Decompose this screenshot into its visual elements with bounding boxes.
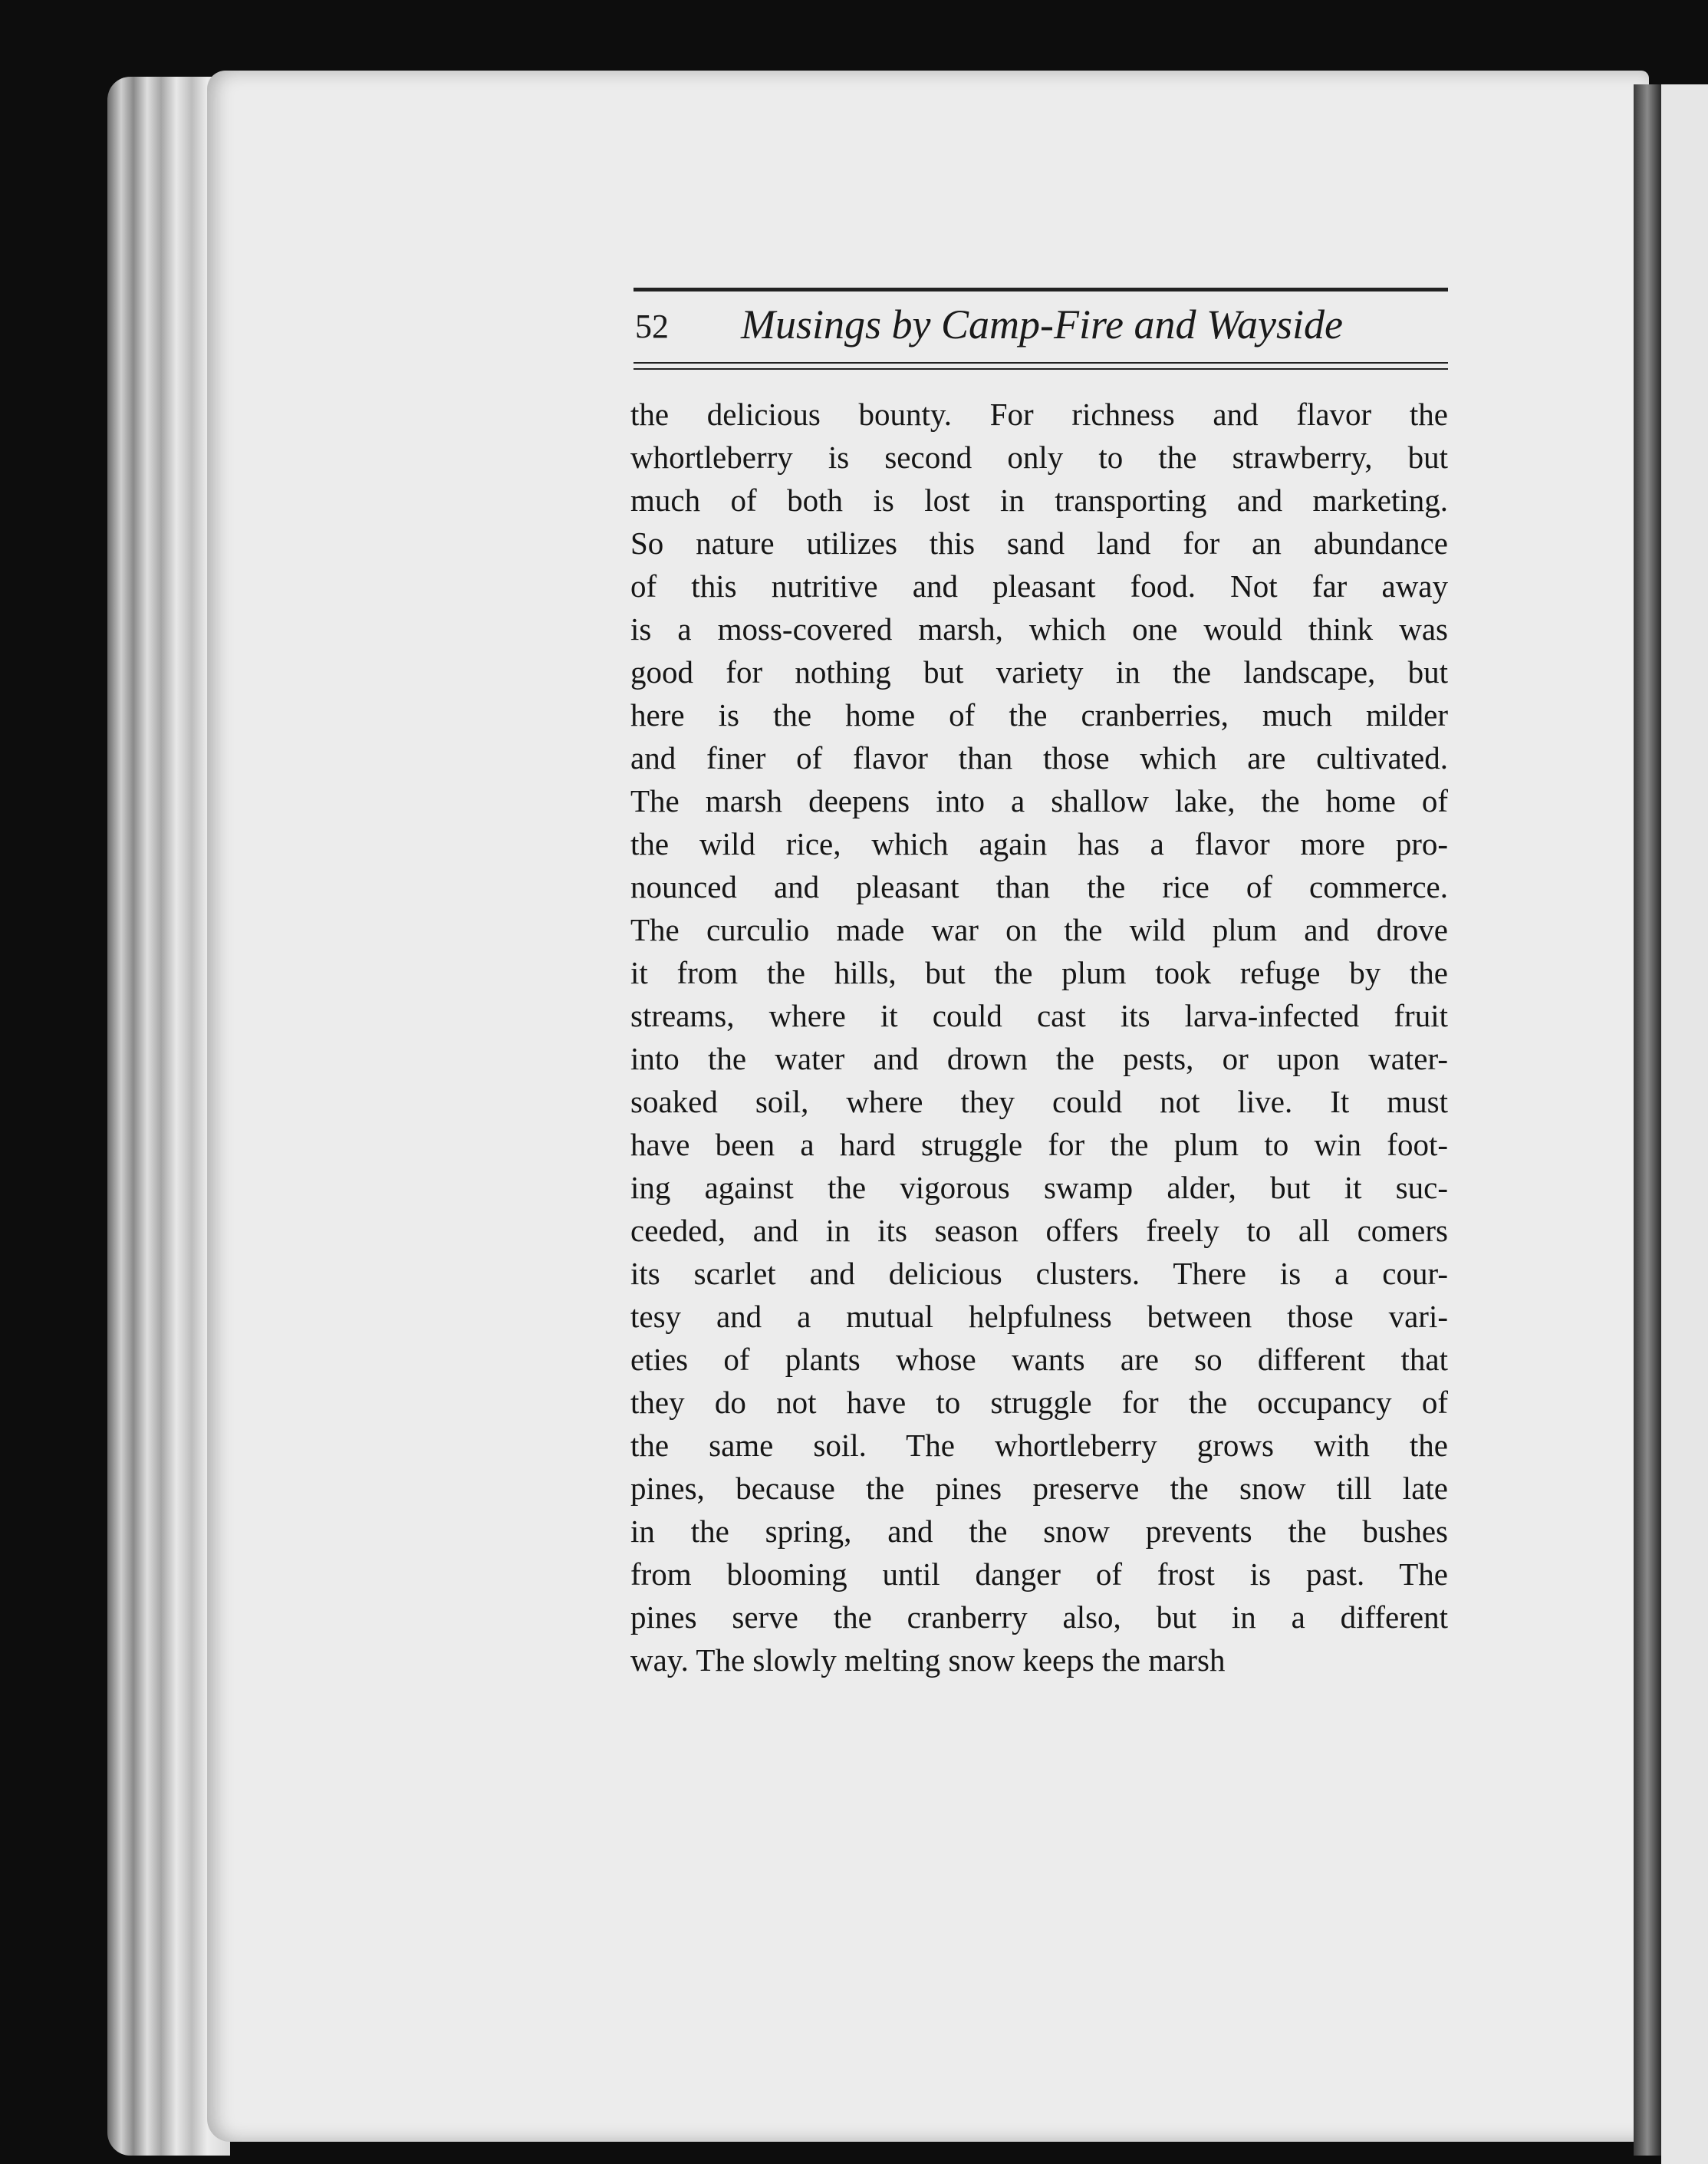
running-header (634, 301, 1448, 354)
book-binding (1634, 84, 1661, 2156)
header-rule-bottom (634, 362, 1448, 370)
text-line: and finer of flavor than those which are cultivated. (630, 740, 1448, 776)
text-line: have been a hard struggle for the plum to win foot- (630, 1127, 1448, 1162)
text-line: nounced and pleasant than the rice of commerce. (630, 869, 1448, 904)
text-line: ceeded, and in its season offers freely to all comers (630, 1213, 1448, 1248)
text-line: The curculio made war on the wild plum and drove (630, 912, 1448, 947)
text-line: of this nutritive and pleasant food. Not far away (630, 568, 1448, 604)
text-line: soaked soil, where they could not live. It must (630, 1084, 1448, 1119)
text-line: in the spring, and the snow prevents the bushes (630, 1513, 1448, 1549)
text-line: into the water and drown the pests, or upon water- (630, 1041, 1448, 1076)
text-line: tesy and a mutual helpfulness between those vari- (630, 1299, 1448, 1334)
body-text (630, 393, 1448, 1681)
text-line: it from the hills, but the plum took refuge by the (630, 955, 1448, 990)
text-line: much of both is lost in transporting and marketing. (630, 483, 1448, 518)
text-line: pines serve the cranberry also, but in a different (630, 1599, 1448, 1635)
text-line: its scarlet and delicious clusters. There is a cour- (630, 1256, 1448, 1291)
page-number: 52 (635, 308, 669, 345)
book-title: Musings by Camp-Fire and Wayside (741, 301, 1343, 347)
text-line: way. The slowly melting snow keeps the marsh (630, 1642, 1226, 1678)
text-line: whortleberry is second only to the strawberry, but (630, 440, 1448, 475)
text-line: The marsh deepens into a shallow lake, the home of (630, 783, 1448, 818)
text-line: is a moss-covered marsh, which one would think was (630, 611, 1448, 647)
text-line: good for nothing but variety in the landscape, but (630, 654, 1448, 690)
text-line: from blooming until danger of frost is past. The (630, 1556, 1448, 1592)
text-line: streams, where it could cast its larva-infected fruit (630, 998, 1448, 1033)
text-line: eties of plants whose wants are so different that (630, 1342, 1448, 1377)
text-line: they do not have to struggle for the occupancy of (630, 1385, 1448, 1420)
text-line: here is the home of the cranberries, much milder (630, 697, 1448, 733)
text-line: pines, because the pines preserve the snow till late (630, 1471, 1448, 1506)
text-line: So nature utilizes this sand land for an abundance (630, 525, 1448, 561)
text-line: ing against the vigorous swamp alder, but it suc- (630, 1170, 1448, 1205)
facing-page-edge (1661, 84, 1708, 2164)
text-line: the wild rice, which again has a flavor more pro- (630, 826, 1448, 861)
text-line: the delicious bounty. For richness and flavor the (630, 397, 1448, 432)
header-rule-top (634, 288, 1448, 291)
text-line: the same soil. The whortleberry grows with the (630, 1428, 1448, 1463)
